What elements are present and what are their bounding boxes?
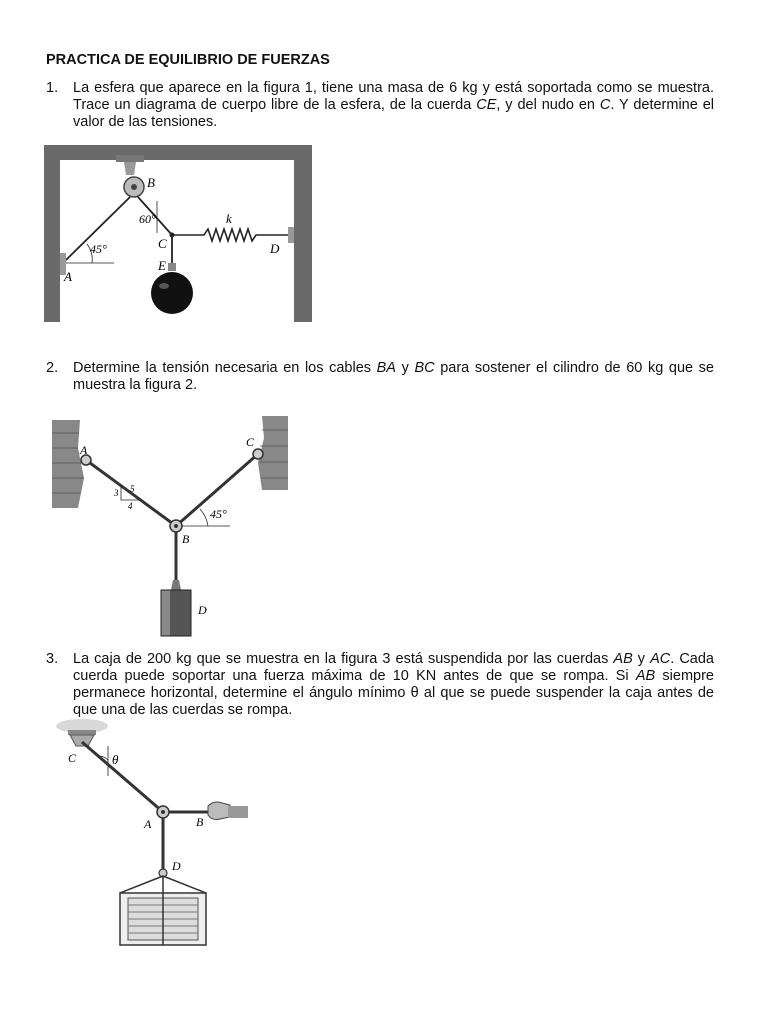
label-D: D bbox=[198, 603, 207, 617]
problem-1 bbox=[46, 80, 714, 131]
problem-2 bbox=[46, 360, 714, 394]
problem-text: Determine la tensión necesaria en los cables BA y BC para sostener el cilindro de 60 kg que se muestra la figura 2. bbox=[73, 360, 714, 393]
label-45: 45° bbox=[210, 507, 227, 521]
figure-1 bbox=[44, 145, 312, 322]
label-B: B bbox=[196, 815, 204, 829]
label-D: D bbox=[270, 241, 280, 256]
label-A: A bbox=[64, 269, 72, 284]
figure-2 bbox=[48, 408, 294, 640]
label-D: D bbox=[172, 859, 181, 873]
label-k: k bbox=[226, 211, 232, 226]
label-A: A bbox=[80, 443, 88, 457]
problem-number: 2. bbox=[46, 360, 59, 376]
label-4: 4 bbox=[128, 501, 133, 511]
figure-3 bbox=[48, 718, 248, 950]
label-B: B bbox=[182, 532, 190, 546]
problem-number: 3. bbox=[46, 651, 59, 667]
label-E: E bbox=[158, 258, 166, 273]
problem-3 bbox=[46, 651, 714, 719]
label-C: C bbox=[158, 236, 167, 251]
label-A: A bbox=[144, 817, 152, 831]
problem-text: La esfera que aparece en la figura 1, tiene una masa de 6 kg y está soportada como se muestra. Trace un diagrama de cuerpo libre de la esfera, de la cuerda CE, y del nudo en C. Y determine el valor de las tensiones. bbox=[73, 80, 714, 130]
label-45: 45° bbox=[90, 242, 107, 256]
problem-text: La caja de 200 kg que se muestra en la figura 3 está suspendida por las cuerdas AB y AC. Cada cuerda puede soportar una fuerza máxima de 10 KN antes de que se rompa. Si AB siempre permanece horizontal, determine el ángulo mínimo θ al que se puede suspender la caja antes de que una de las cuerdas se rompa. bbox=[73, 651, 714, 718]
label-B: B bbox=[147, 175, 155, 190]
label-C: C bbox=[68, 751, 77, 765]
label-60: 60° bbox=[139, 212, 156, 226]
problem-number: 1. bbox=[46, 80, 59, 96]
label-C: C bbox=[246, 435, 255, 449]
label-3: 3 bbox=[114, 488, 119, 498]
page-title: PRACTICA DE EQUILIBRIO DE FUERZAS bbox=[46, 52, 330, 68]
label-theta: θ bbox=[112, 752, 119, 767]
label-5: 5 bbox=[130, 484, 135, 494]
